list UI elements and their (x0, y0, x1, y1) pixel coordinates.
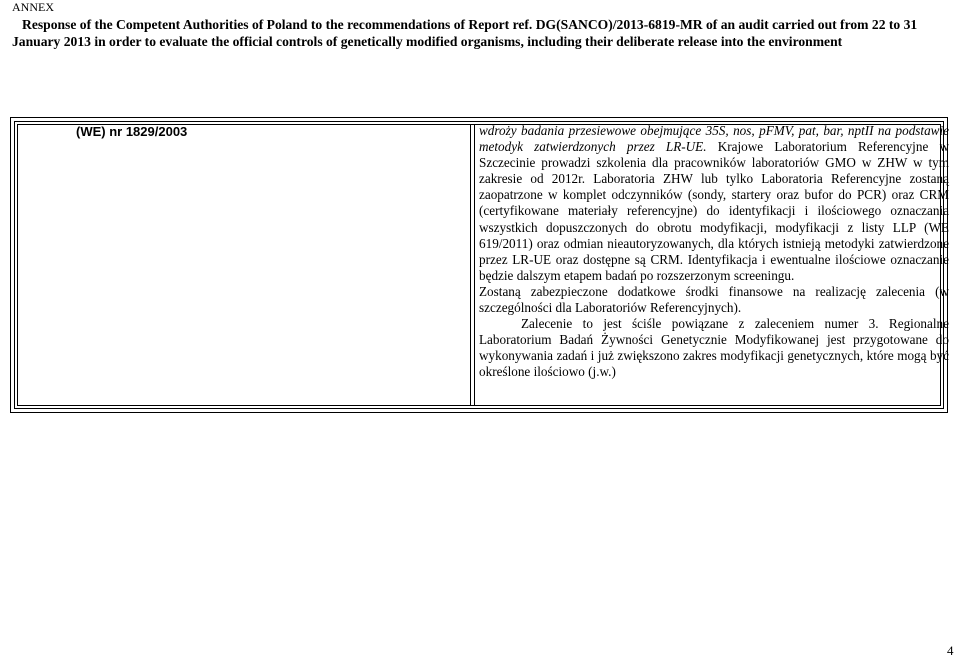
paragraph-2: Zostaną zabezpieczone dodatkowe środki finansowe na realizację zalecenia (w szczególności dla Laboratoriów Referencyjnych). (479, 283, 949, 316)
document-title: Response of the Competent Authorities of Poland to the recommendations of Report ref. DG(SANCO)/2013-6819-MR of an audit carried out from 22 to 31 January 2013 in order to evaluate the official controls of genetically modified organisms, including their deliberate release into the environment (12, 17, 918, 49)
annex-label: ANNEX (12, 0, 54, 14)
paragraph-3: Zalecenie to jest ściśle powiązane z zaleceniem numer 3. Regionalne Laboratorium Badań Żywności Genetycznie Modyfikowanej jest przygotowane do wykonywania zadań i już zwiększono zakres modyfikacji genetycznych, które mogą być określone ilościowo (j.w.) (479, 316, 949, 380)
regulation-reference: (WE) nr 1829/2003 (76, 124, 188, 139)
paragraph-1: Krajowe Laboratorium Referencyjne w Szczecinie prowadzi szkolenia dla pracowników laboratoriów GMO w ZHW w tym zakresie od 2012r. Laboratoria ZHW lub tylko Laboratoria Referencyjne zostaną zaopatrzone w komplet odczynników (sondy, startery oraz bufor do PCR) oraz CRM (certyfikowane materiały referencyjne) do identyfikacji i ilościowego oznaczania wszystkich dopuszczonych do obrotu modyfikacji, modyfikacji z listy LLP (WE 619/2011) oraz odmian nieautoryzowanych, dla których istnieją metodyki zatwierdzone przez LR-UE oraz dostępne są CRM. Identyfikacja i ewentualne ilościowe oznaczanie będzie dalszym etapem badań po rozszerzonym screeningu. (479, 139, 949, 283)
italic-text: wdrożу badania przesiewowe obejmujące 35S, nos, pFMV, pat, bar, nptII na podstawie metodyk zatwierdzonych przez LR-UE. (479, 123, 949, 155)
column-divider-double (474, 124, 475, 406)
page-number: 4 (947, 643, 954, 658)
column-divider (470, 124, 471, 406)
response-text (479, 123, 949, 381)
